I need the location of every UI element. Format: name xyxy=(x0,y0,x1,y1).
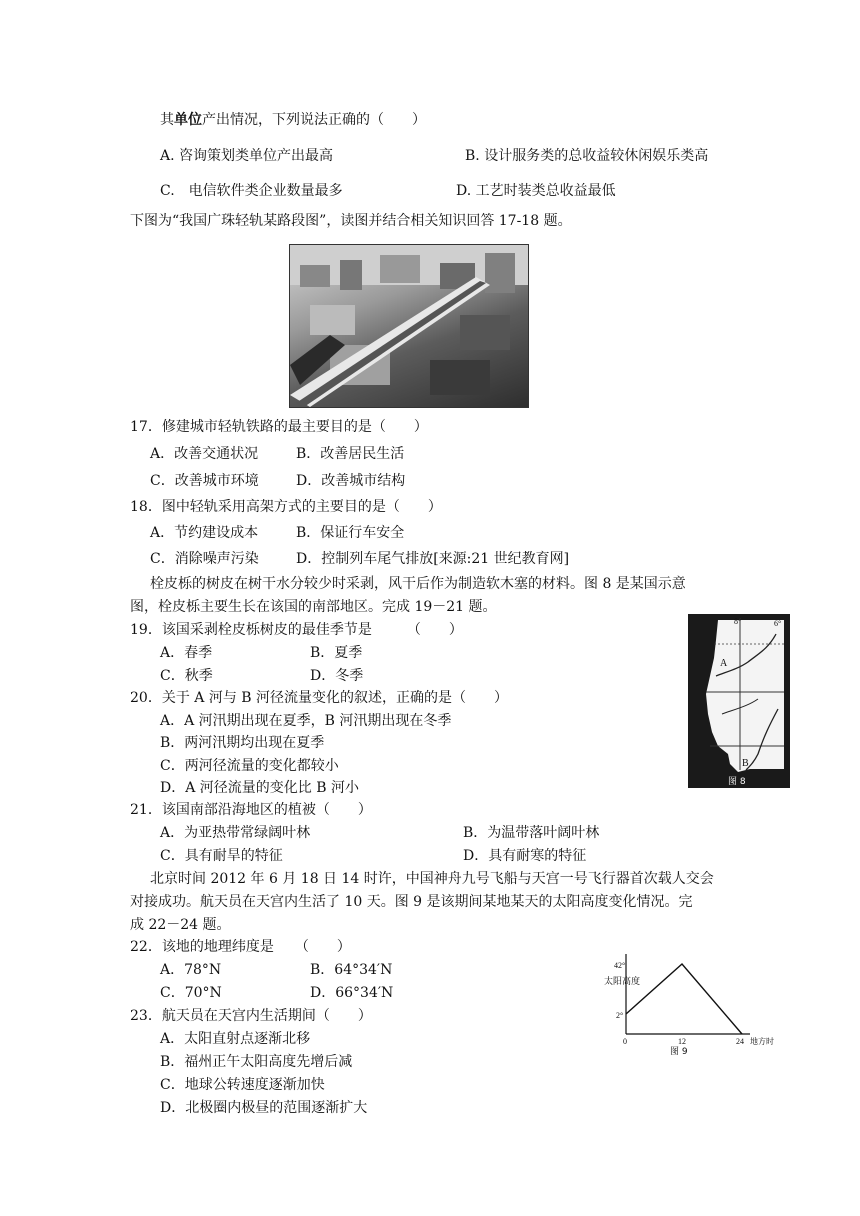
q21-option-b: B．为温带落叶阔叶林 xyxy=(463,825,600,841)
q20-option-a: A．A 河汛期出现在夏季，B 河汛期出现在冬季 xyxy=(160,713,452,729)
q20-stem: 20．关于 A 河与 B 河径流量变化的叙述，正确的是（ ） xyxy=(130,690,509,706)
q23-option-d: D．北极圈内极昼的范围逐渐扩大 xyxy=(160,1100,368,1116)
map-lon-8: 8° xyxy=(734,617,742,626)
map8-caption: 图 8 xyxy=(728,777,746,787)
q22-stem: 22．该地的地理纬度是 （ ） xyxy=(130,939,351,955)
q18-option-c: C．消除噪声污染 xyxy=(150,551,259,567)
q23-option-c: C．地球公转速度逐渐加快 xyxy=(160,1077,325,1093)
q22-option-a: A．78°N xyxy=(160,962,222,978)
fig9-y-label xyxy=(604,975,640,987)
q21-option-d: D．具有耐寒的特征 xyxy=(463,848,587,864)
map-label-a: A xyxy=(720,658,728,669)
q20-option-b: B．两河汛期均出现在夏季 xyxy=(160,735,325,751)
intro-22-24-line3: 成 22－24 题。 xyxy=(130,917,231,933)
intro-22-24-line2: 对接成功。航天员在天宫内生活了 10 天。图 9 是该期间某地某天的太阳高度变化情况。完 xyxy=(130,894,693,910)
q23-option-a: A．太阳直射点逐渐北移 xyxy=(160,1031,311,1047)
q19-option-a: A．春季 xyxy=(160,645,213,661)
light-rail-photo xyxy=(289,244,529,408)
q17-option-b: B．改善居民生活 xyxy=(296,446,405,462)
q17-option-a: A．改善交通状况 xyxy=(150,446,259,462)
q22-option-c: C．70°N xyxy=(160,985,222,1001)
q20-option-c: C．两河径流量的变化都较小 xyxy=(160,758,339,774)
q16-option-b: B. 设计服务类的总收益较休闲娱乐类高 xyxy=(465,148,709,164)
intro-17-18: 下图为“我国广珠轻轨某路段图”，读图并结合相关知识回答 17-18 题。 xyxy=(130,213,572,229)
q17-option-d: D．改善城市结构 xyxy=(296,473,406,489)
q16-option-d: D. 工艺时装类总收益最低 xyxy=(456,183,616,199)
q19-option-d: D．冬季 xyxy=(310,668,364,684)
q19-option-b: B．夏季 xyxy=(310,645,363,661)
fig9-y-min: 2° xyxy=(616,1011,624,1020)
map-label-b: B xyxy=(742,758,749,769)
q17-stem: 17．修建城市轻轨铁路的最主要目的是（ ） xyxy=(130,419,428,435)
q19-option-c: C．秋季 xyxy=(160,668,213,684)
fig9-x-end: 24 xyxy=(736,1037,744,1046)
intro-19-21-line2: 图，栓皮栎主要生长在该国的南部地区。完成 19－21 题。 xyxy=(130,599,497,615)
q19-stem: 19．该国采剥栓皮栎树皮的最佳季节是 （ ） xyxy=(130,622,463,638)
q18-option-a: A．节约建设成本 xyxy=(150,525,259,541)
fig9-caption: 图 9 xyxy=(670,1047,688,1056)
q16-option-c: C. 电信软件类企业数量最多 xyxy=(160,183,343,199)
fig9-x-mid: 12 xyxy=(678,1037,686,1046)
fig9-x-unit: 地方时 xyxy=(750,1037,774,1046)
q18-option-d: D．控制列车尾气排放[来源:21 世纪教育网] xyxy=(296,551,570,567)
q21-option-a: A．为亚热带常绿阔叶林 xyxy=(160,825,311,841)
fig9-y-max: 42° xyxy=(614,961,626,970)
fig9-x-zero: 0 xyxy=(623,1037,627,1046)
q20-option-d: D．A 河径流量的变化比 B 河小 xyxy=(160,780,359,796)
q22-option-d: D．66°34′N xyxy=(310,985,394,1001)
map-lon-6: 6° xyxy=(774,619,782,628)
country-map-figure xyxy=(688,614,790,788)
q16-stem-tail: 其单位产出情况，下列说法正确的（ ） xyxy=(160,112,426,128)
q23-option-b: B．福州正午太阳高度先增后减 xyxy=(160,1054,353,1070)
q21-option-c: C．具有耐旱的特征 xyxy=(160,848,283,864)
q18-option-b: B．保证行车安全 xyxy=(296,525,405,541)
q22-option-b: B．64°34′N xyxy=(310,962,393,978)
intro-22-24-line1: 北京时间 2012 年 6 月 18 日 14 时许，中国神舟九号飞船与天宫一号飞行器首次载人交会 xyxy=(150,871,714,887)
q17-option-c: C．改善城市环境 xyxy=(150,473,259,489)
q21-stem: 21．该国南部沿海地区的植被（ ） xyxy=(130,802,372,818)
fig9-y-label-text: 太阳高度 xyxy=(604,977,641,987)
q18-stem: 18．图中轻轨采用高架方式的主要目的是（ ） xyxy=(130,499,442,515)
solar-altitude-figure xyxy=(590,948,790,1056)
q23-stem: 23．航天员在天宫内生活期间（ ） xyxy=(130,1008,372,1024)
q16-option-a: A. 咨询策划类单位产出最高 xyxy=(160,148,334,164)
intro-19-21-line1: 栓皮栎的树皮在树干水分较少时采剥，风干后作为制造软木塞的材料。图 8 是某国示意 xyxy=(150,576,686,592)
